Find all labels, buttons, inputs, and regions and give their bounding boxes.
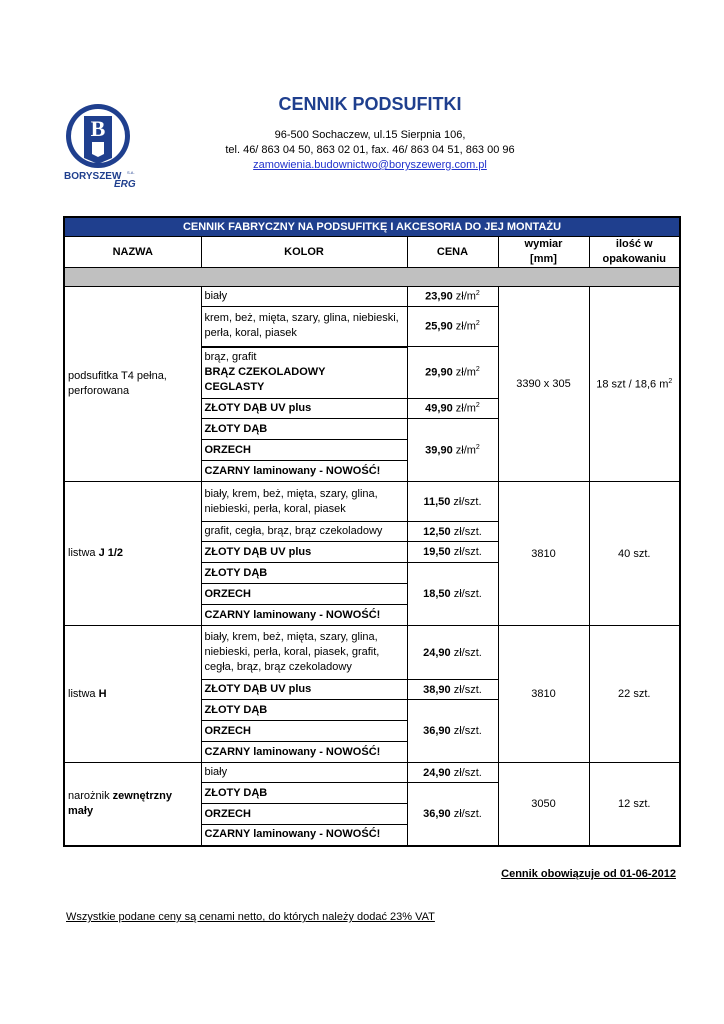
svg-text:B: B: [90, 116, 106, 141]
price-cell: 12,50 zł/szt.: [407, 522, 498, 542]
page-title: CENNIK PODSUFITKI: [278, 94, 462, 114]
color-cell: ORZECH: [201, 721, 407, 742]
color-cell: ZŁOTY DĄB: [201, 783, 407, 804]
price-cell: 25,90 $zł/m^2$: [407, 307, 498, 347]
color-cell: ZŁOTY DĄB UV plus: [201, 680, 407, 700]
color-cell: CZARNY laminowany - NOWOŚĆ!: [201, 605, 407, 626]
color-cell: CZARNY laminowany - NOWOŚĆ!: [201, 461, 407, 482]
price-cell: 36,90 zł/szt.: [407, 783, 498, 846]
dimension-cell: 3390 x 305: [498, 287, 589, 482]
table-row: [64, 287, 680, 307]
price-cell: 29,90 $zł/m^2$: [407, 347, 498, 399]
color-cell: CZARNY laminowany - NOWOŚĆ!: [201, 742, 407, 763]
color-cell: biały, krem, beż, mięta, szary, glina, niebieski, perła, koral, piasek: [201, 482, 407, 522]
separator-row: [64, 268, 680, 287]
dimension-cell: 3810: [498, 482, 589, 626]
dimension-cell: 3810: [498, 626, 589, 763]
table-row: [64, 626, 680, 680]
svg-text:ERG: ERG: [114, 179, 136, 188]
company-phones: tel. 46/ 863 04 50, 863 02 01, fax. 46/ 863 04 51, 863 00 96: [225, 144, 515, 156]
col-header-nazwa: NAZWA: [64, 237, 201, 268]
color-cell: biały: [201, 763, 407, 783]
color-cell: biały: [201, 287, 407, 307]
package-cell: 18 szt / 18,6 $m^2$: [589, 287, 680, 482]
package-cell: 22 szt.: [589, 626, 680, 763]
price-cell: 39,90 $zł/m^2$: [407, 419, 498, 482]
col-header-cena: CENA: [407, 237, 498, 268]
color-cell: ZŁOTY DĄB: [201, 563, 407, 584]
color-cell: CZARNY laminowany - NOWOŚĆ!: [201, 825, 407, 846]
svg-text:S.A.: S.A.: [127, 170, 135, 175]
validity-note: Cennik obowiązuje od 01-06-2012: [501, 868, 676, 880]
price-table: [63, 216, 681, 847]
color-cell: ORZECH: [201, 584, 407, 605]
product-name: listwa H: [64, 626, 201, 763]
color-cell: ZŁOTY DĄB: [201, 419, 407, 440]
price-cell: 19,50 zł/szt.: [407, 542, 498, 563]
price-cell: 24,90 zł/szt.: [407, 626, 498, 680]
product-name: listwa J 1/2: [64, 482, 201, 626]
col-header-ilosc: ilość w opakowaniu: [589, 237, 680, 268]
color-cell: ORZECH: [201, 804, 407, 825]
color-cell: ZŁOTY DĄB UV plus: [201, 542, 407, 563]
price-cell: 11,50 zł/szt.: [407, 482, 498, 522]
color-cell: biały, krem, beż, mięta, szary, glina, niebieski, perła, koral, piasek, grafit, cegła, brąz, brąz czekoladowy: [201, 626, 407, 680]
color-cell: grafit, cegła, brąz, brąz czekoladowy: [201, 522, 407, 542]
price-cell: 49,90 $zł/m^2$: [407, 399, 498, 419]
color-cell: brąz, grafit BRĄZ CZEKOLADOWY CEGLASTY: [201, 347, 407, 399]
col-header-wymiar: wymiar [mm]: [498, 237, 589, 268]
svg-text:BORYSZEW: BORYSZEW: [64, 171, 122, 182]
col-header-kolor: KOLOR: [201, 237, 407, 268]
company-address: 96-500 Sochaczew, ul.15 Sierpnia 106,: [274, 129, 466, 141]
vat-note: Wszystkie podane ceny są cenami netto, do których należy dodać 23% VAT: [66, 911, 435, 923]
table-row: [64, 482, 680, 522]
product-name: narożnik zewnętrzny mały: [64, 763, 201, 846]
price-cell: 18,50 zł/szt.: [407, 563, 498, 626]
package-cell: 12 szt.: [589, 763, 680, 846]
color-cell: krem, beż, mięta, szary, glina, niebieski, perła, koral, piasek: [201, 307, 407, 347]
boryszew-logo: [62, 100, 144, 188]
price-cell: 24,90 zł/szt.: [407, 763, 498, 783]
price-cell: 38,90 zł/szt.: [407, 680, 498, 700]
price-cell: 23,90 $zł/m^2$: [407, 287, 498, 307]
table-banner: CENNIK FABRYCZNY NA PODSUFITKĘ I AKCESORIA DO JEJ MONTAŻU: [64, 217, 680, 237]
color-cell: ZŁOTY DĄB UV plus: [201, 399, 407, 419]
table-row: [64, 763, 680, 783]
color-cell: ORZECH: [201, 440, 407, 461]
email-link[interactable]: zamowienia.budownictwo@boryszewerg.com.pl: [253, 159, 487, 171]
price-cell: 36,90 zł/szt.: [407, 700, 498, 763]
product-name: podsufitka T4 pełna, perforowana: [64, 287, 201, 482]
dimension-cell: 3050: [498, 763, 589, 846]
package-cell: 40 szt.: [589, 482, 680, 626]
color-cell: ZŁOTY DĄB: [201, 700, 407, 721]
